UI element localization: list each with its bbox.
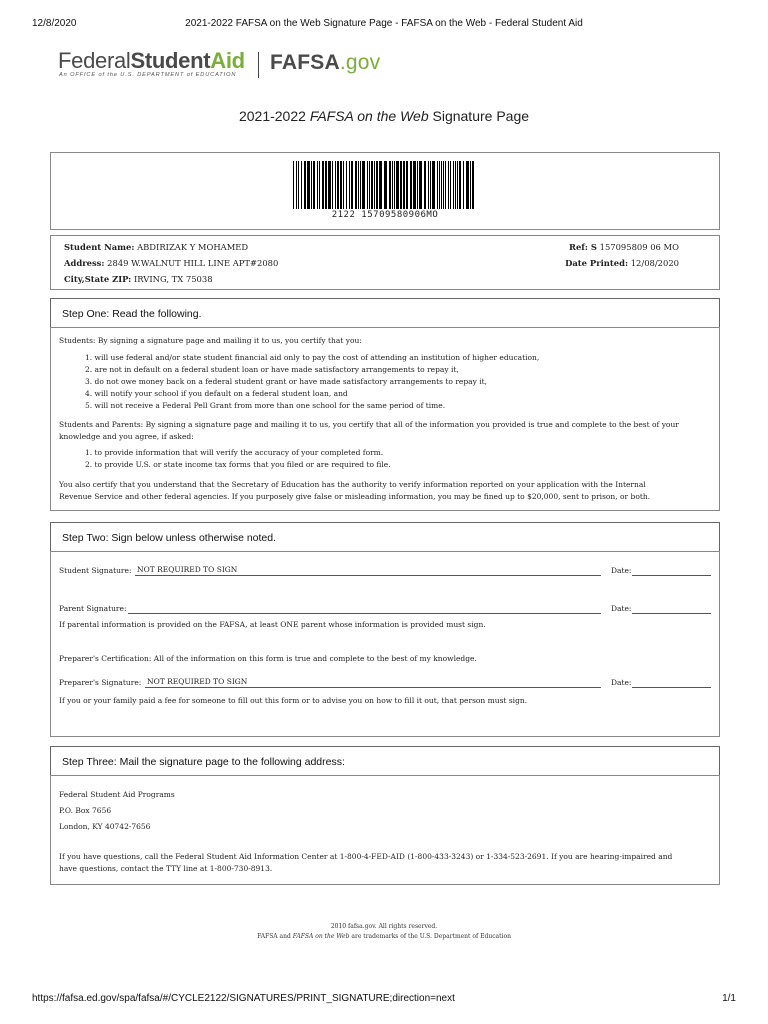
- barcode-bar: [335, 161, 336, 209]
- barcode-bar: [432, 161, 435, 209]
- questions-line-2: have questions, contact the TTY line at 1-800-730-8913.: [59, 864, 273, 873]
- barcode-bar: [424, 161, 426, 209]
- student-item-1: 1. will use federal and/or state student financial aid only to pay the cost of attending an institution of higher education,: [85, 353, 540, 362]
- barcode-bar: [455, 161, 456, 209]
- student-signature-label: Student Signature:: [59, 566, 132, 575]
- document-title: 2021-2022 FAFSA on the Web Signature Page: [238, 108, 530, 124]
- barcode-bar: [358, 161, 359, 209]
- step-two-body: [50, 551, 720, 737]
- barcode-bar: [463, 161, 464, 209]
- barcode-bar: [311, 161, 312, 209]
- step-one-body: [50, 327, 720, 511]
- barcode-bar: [307, 161, 310, 209]
- preparer-signature-label: Preparer's Signature:: [59, 678, 142, 687]
- barcode-bar: [394, 161, 395, 209]
- barcode-bar: [360, 161, 361, 209]
- parent-date-field[interactable]: [632, 602, 711, 614]
- barcode-bar: [367, 161, 368, 209]
- student-item-5: 5. will not receive a Federal Pell Grant from more than one school for the same period of time.: [85, 401, 446, 410]
- step-three-body: [50, 775, 720, 885]
- barcode-bar: [392, 161, 393, 209]
- fsa-wordmark: FederalStudentAid: [58, 48, 245, 73]
- mail-address-line-2: P.O. Box 7656: [59, 806, 112, 815]
- mail-address-line-3: London, KY 40742-7656: [59, 822, 151, 831]
- logo-divider: [258, 52, 259, 78]
- barcode-bar: [332, 161, 333, 209]
- mail-address-line-1: Federal Student Aid Programs: [59, 790, 175, 799]
- student-name-row: Student Name: ABDIRIZAK Y MOHAMED: [64, 242, 249, 252]
- questions-line-1: If you have questions, call the Federal Student Aid Information Center at 1-800-4-FED-AID (1-800-433-3243) or 1-334-523-2691. If you are hearing-impaired and: [59, 852, 673, 861]
- fafsa-gov-logo: FAFSA.gov: [270, 51, 381, 74]
- barcode-bar: [351, 161, 353, 209]
- student-item-4: 4. will notify your school if you default on a federal student loan, and: [85, 389, 348, 398]
- preparer-date-label: Date:: [611, 678, 632, 687]
- print-page-title: 2021-2022 FAFSA on the Web Signature Page - FAFSA on the Web - Federal Student Aid: [185, 18, 583, 29]
- parent-signature-field[interactable]: [128, 602, 601, 614]
- barcode-bar: [376, 161, 378, 209]
- barcode-bar: [371, 161, 373, 209]
- barcode-image: [293, 161, 475, 209]
- parent-item-2: 2. to provide U.S. or state income tax forms that you filed or are required to file.: [85, 460, 391, 469]
- barcode-bar: [384, 161, 387, 209]
- step-three-heading: Step Three: Mail the signature page to the following address:: [50, 746, 720, 776]
- fsa-logo[interactable]: [58, 48, 381, 88]
- student-item-2: 2. are not in default on a federal student loan or have made satisfactory arrangements to repay it,: [85, 365, 459, 374]
- certify-line-2: Revenue Service and other federal agencies. If you purposely give false or misleading information, you may be fined up to $20,000, sent to prison, or both.: [59, 492, 651, 501]
- barcode-bar: [413, 161, 416, 209]
- students-intro: Students: By signing a signature page and mailing it to us, you certify that you:: [59, 336, 362, 345]
- barcode-bar: [322, 161, 324, 209]
- barcode-bar: [450, 161, 451, 209]
- barcode-bar: [325, 161, 327, 209]
- footer-copyright: 2010 fafsa.gov. All rights reserved.: [330, 923, 438, 930]
- barcode-bar: [410, 161, 412, 209]
- step-one-heading: Step One: Read the following.: [50, 298, 720, 328]
- barcode-bar: [445, 161, 446, 209]
- parent-item-1: 1. to provide information that will verify the accuracy of your completed form.: [85, 448, 384, 457]
- barcode-bar: [362, 161, 365, 209]
- barcode-bar: [293, 161, 294, 209]
- preparer-signature-field[interactable]: [145, 676, 601, 688]
- print-date: 12/8/2020: [32, 18, 77, 29]
- barcode-bar: [313, 161, 315, 209]
- barcode-box: [50, 152, 720, 230]
- barcode-bar: [417, 161, 418, 209]
- student-date-label: Date:: [611, 566, 632, 575]
- parent-date-label: Date:: [611, 604, 632, 613]
- barcode-bar: [346, 161, 347, 209]
- barcode-number: 2122 15709580906MO: [331, 210, 439, 220]
- student-item-3: 3. do not owe money back on a federal student grant or have made satisfactory arrangements to repay it,: [85, 377, 488, 386]
- parents-intro-line-2: knowledge and you agree, if asked:: [59, 432, 194, 441]
- footer-trademark: FAFSA and FAFSA on the Web are trademarks of the U.S. Department of Education: [257, 933, 511, 940]
- barcode-bar: [301, 161, 302, 209]
- student-info-box: [50, 235, 720, 290]
- student-date-field[interactable]: [632, 564, 711, 576]
- preparer-signature-value: NOT REQUIRED TO SIGN: [147, 677, 248, 686]
- barcode-bar: [369, 161, 370, 209]
- barcode-bar: [441, 161, 442, 209]
- barcode-bar: [403, 161, 405, 209]
- date-printed-row: Date Printed: 12/08/2020: [565, 258, 679, 268]
- barcode-bar: [428, 161, 429, 209]
- student-city-row: City,State ZIP: IRVING, TX 75038: [64, 274, 213, 284]
- fsa-subtitle: An OFFICE of the U.S. DEPARTMENT of EDUCATION: [59, 72, 237, 78]
- barcode-bar: [304, 161, 306, 209]
- barcode-bar: [374, 161, 375, 209]
- parent-signature-label: Parent Signature:: [59, 604, 127, 613]
- barcode-bar: [349, 161, 350, 209]
- print-url[interactable]: https://fafsa.ed.gov/spa/fafsa/#/CYCLE2122/SIGNATURES/PRINT_SIGNATURE;direction=next: [32, 993, 455, 1004]
- parent-signature-note: If parental information is provided on the FAFSA, at least ONE parent whose information is provided must sign.: [59, 620, 486, 629]
- barcode-bar: [396, 161, 399, 209]
- preparer-certification: Preparer's Certification: All of the information on this form is true and complete to the best of my knowledge.: [59, 654, 477, 663]
- student-address-row: Address: 2849 W.WALNUT HILL LINE APT#2080: [64, 258, 279, 268]
- student-signature-field[interactable]: [135, 564, 601, 576]
- student-signature-value: NOT REQUIRED TO SIGN: [137, 565, 238, 574]
- print-page-count: 1/1: [722, 993, 736, 1004]
- barcode-bar: [472, 161, 474, 209]
- step-two-heading: Step Two: Sign below unless otherwise noted.: [50, 522, 720, 552]
- barcode-bar: [340, 161, 342, 209]
- certify-line-1: You also certify that you understand that the Secretary of Education has the authority to verify information reported on your application with the Internal: [59, 480, 646, 489]
- barcode-bar: [337, 161, 339, 209]
- barcode-bar: [439, 161, 440, 209]
- barcode-bar: [343, 161, 344, 209]
- barcode-bar: [459, 161, 461, 209]
- barcode-bar: [379, 161, 382, 209]
- barcode-bar: [430, 161, 431, 209]
- preparer-note: If you or your family paid a fee for someone to fill out this form or to advise you on how to fill it out, that person must sign.: [59, 696, 528, 705]
- barcode-bar: [328, 161, 331, 209]
- barcode-bar: [448, 161, 449, 209]
- preparer-date-field[interactable]: [632, 676, 711, 688]
- barcode-bar: [296, 161, 297, 209]
- barcode-bar: [466, 161, 469, 209]
- barcode-bar: [470, 161, 471, 209]
- barcode-bar: [443, 161, 444, 209]
- barcode-bar: [400, 161, 402, 209]
- barcode-bar: [453, 161, 454, 209]
- barcode-bar: [355, 161, 357, 209]
- barcode-bar: [389, 161, 391, 209]
- barcode-bar: [319, 161, 320, 209]
- barcode-bar: [419, 161, 422, 209]
- barcode-bar: [298, 161, 299, 209]
- barcode-bar: [317, 161, 318, 209]
- barcode-bar: [457, 161, 458, 209]
- parents-intro-line-1: Students and Parents: By signing a signature page and mailing it to us, you certify that all of the information you provided is true and complete to the best of your: [59, 420, 679, 429]
- barcode-bar: [406, 161, 408, 209]
- barcode-bar: [437, 161, 438, 209]
- ref-row: Ref: S 157095809 06 MO: [568, 242, 679, 252]
